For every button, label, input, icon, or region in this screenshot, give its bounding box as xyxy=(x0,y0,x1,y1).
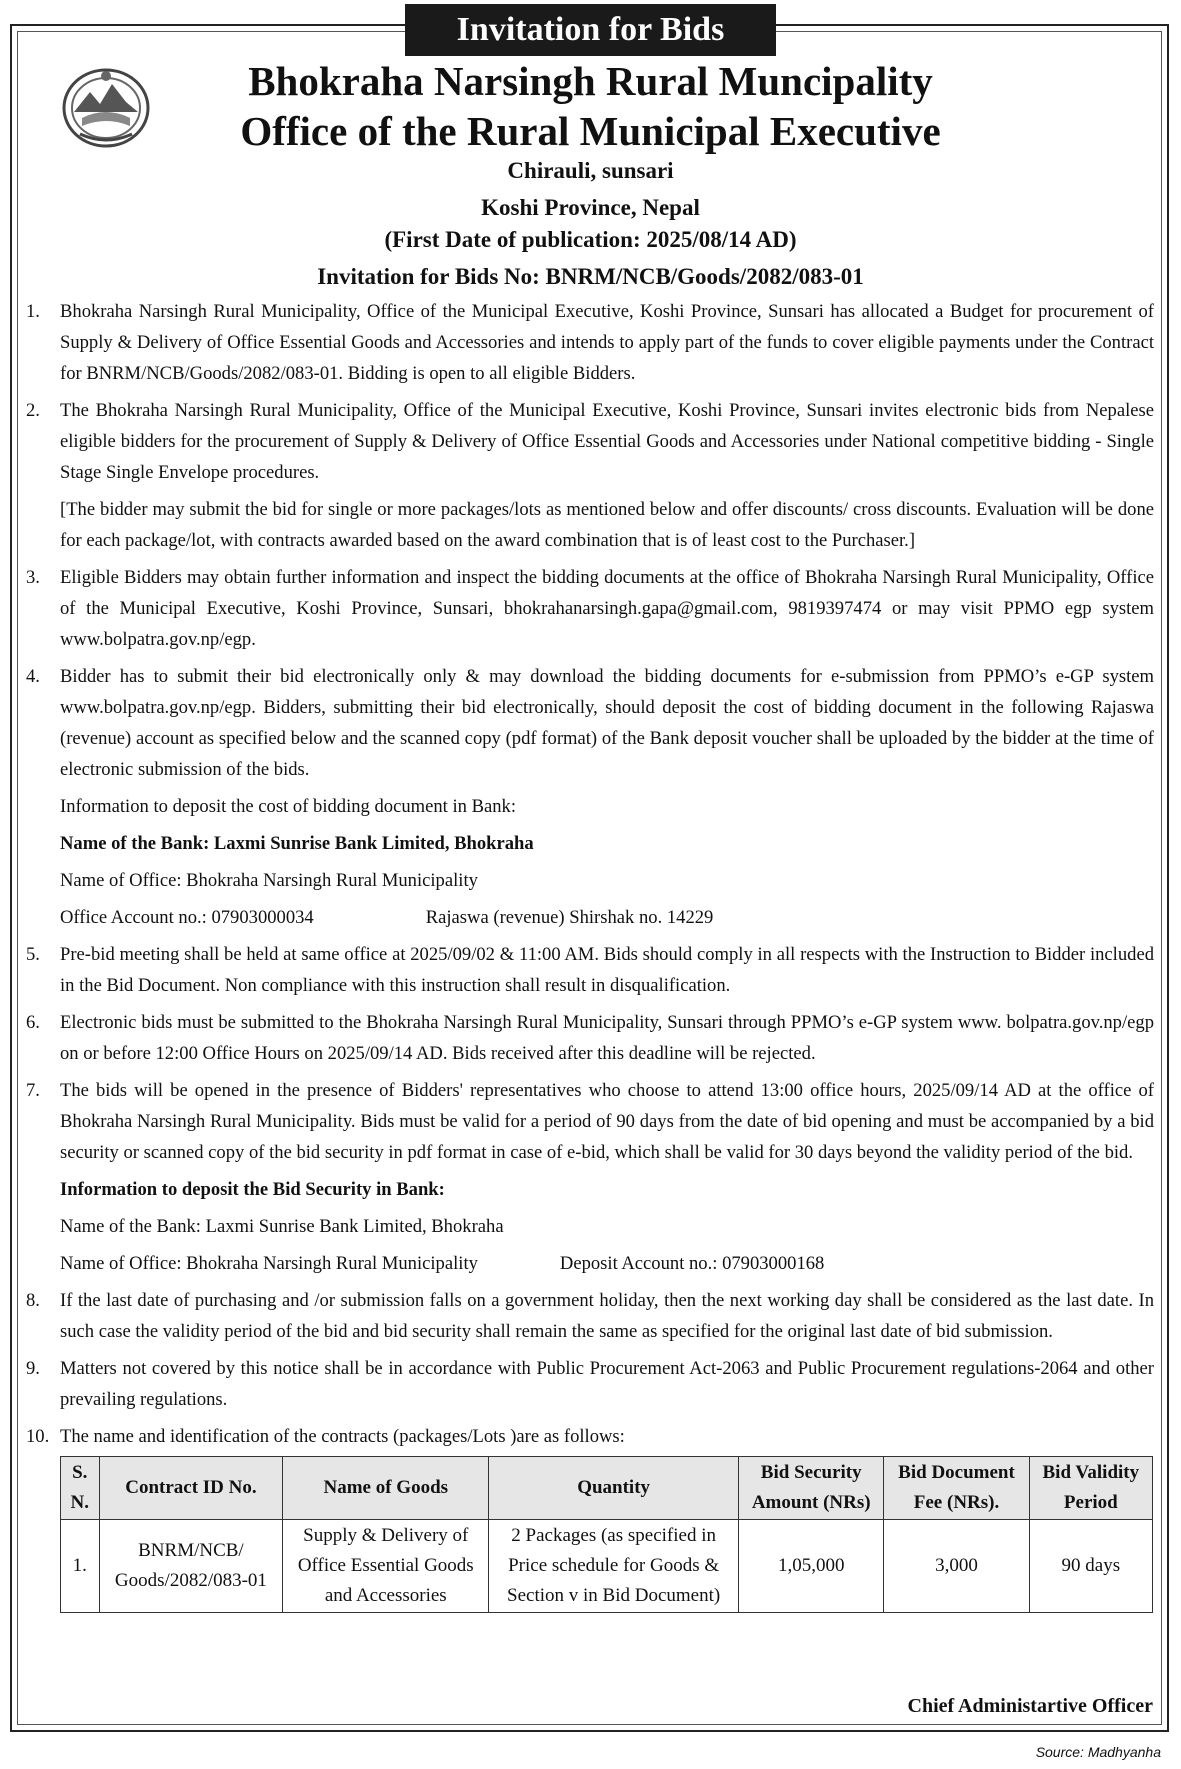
clause-text: Matters not covered by this notice shall be in accordance with Public Procurement Act-2063 and Public Procurement regulations-2064 and other prevailing regulations. xyxy=(60,1358,1154,1410)
bid-security-office: Name of Office: Bhokraha Narsingh Rural Municipality xyxy=(60,1253,478,1274)
publication-date: (First Date of publication: 2025/08/14 AD) xyxy=(384,227,797,252)
cell-goods: Supply & Delivery of Office Essential Goods and Accessories xyxy=(283,1520,489,1613)
municipality-title: Bhokraha Narsingh Rural Muncipality xyxy=(248,58,933,104)
cell-validity: 90 days xyxy=(1029,1520,1152,1613)
clause-text: The name and identification of the contracts (packages/Lots )are as follows: xyxy=(60,1426,625,1447)
header-validity: Bid Validity Period xyxy=(1029,1457,1152,1520)
clause-7 xyxy=(26,1075,1154,1168)
header-quantity: Quantity xyxy=(489,1457,739,1520)
clause-8 xyxy=(26,1285,1154,1347)
clause-3 xyxy=(26,562,1154,655)
deposit-info-heading: Information to deposit the cost of bidding document in Bank: xyxy=(60,796,516,817)
clause-9 xyxy=(26,1353,1154,1415)
clause-number: 3. xyxy=(26,567,40,588)
cell-bid-security: 1,05,000 xyxy=(739,1520,884,1613)
cell-quantity: 2 Packages (as specified in Price schedule for Goods & Section v in Bid Document) xyxy=(489,1520,739,1613)
clause-number: 10. xyxy=(26,1426,50,1447)
header-bid-security: Bid Security Amount (NRs) xyxy=(739,1457,884,1520)
clause-number: 4. xyxy=(26,666,40,687)
banner-title: Invitation for Bids xyxy=(405,4,776,56)
clause-text: Eligible Bidders may obtain further information and inspect the bidding documents at the office of Bhokraha Narsingh Rural Municipality, Office of the Municipal Executive, Koshi Province, Sunsari, bhokrahanarsingh.gapa@gmail.com, 9819397474 or may visit PPMO egp system www.bolpatra.gov.np/egp. xyxy=(60,567,1154,650)
clause-2-note: [The bidder may submit the bid for single or more packages/lots as mentioned below and offer discounts/ cross discounts. Evaluation will be done for each package/lot, with contracts awarded based on the award combination that is of least cost to the Purchaser.] xyxy=(60,499,1154,551)
deposit-account: Deposit Account no.: 07903000168 xyxy=(559,1253,825,1274)
cell-contract-id: BNRM/NCB/ Goods/2082/083-01 xyxy=(99,1520,283,1613)
office-name: Name of Office: Bhokraha Narsingh Rural Municipality xyxy=(60,870,478,891)
clause-number: 2. xyxy=(26,400,40,421)
signatory: Chief Administartive Officer xyxy=(907,1695,1153,1717)
clause-5 xyxy=(26,939,1154,1001)
clause-6 xyxy=(26,1007,1154,1069)
office-account: Office Account no.: 07903000034 xyxy=(60,907,314,928)
clause-text: Bhokraha Narsingh Rural Municipality, Office of the Municipal Executive, Koshi Province, Sunsari has allocated a Budget for procurement of Supply & Delivery of Office Essential Goods and Accessories and intends to apply part of the funds to cover eligible payments under the Contract for BNRM/NCB/Goods/2082/083-01. Bidding is open to all eligible Bidders. xyxy=(60,301,1154,384)
clause-text: The bids will be opened in the presence of Bidders' representatives who choose to attend 13:00 office hours, 2025/09/14 AD at the office of Bhokraha Narsingh Rural Municipality. Bids must be valid for a period of 90 days from the date of bid opening and must be accompanied by a bid security or scanned copy of the bid security in pdf format in case of e-bid, which shall be valid for 30 days beyond the validity period of the bid. xyxy=(60,1080,1154,1163)
clause-1 xyxy=(26,296,1154,389)
bid-security-bank: Name of the Bank: Laxmi Sunrise Bank Limited, Bhokraha xyxy=(60,1216,504,1237)
clause-number: 5. xyxy=(26,944,40,965)
header-goods: Name of Goods xyxy=(283,1457,489,1520)
address-line-2: Koshi Province, Nepal xyxy=(481,195,700,220)
office-title: Office of the Rural Municipal Executive xyxy=(240,108,941,154)
clause-number: 7. xyxy=(26,1080,40,1101)
header-sn: S. N. xyxy=(61,1457,100,1520)
ifb-number: Invitation for Bids No: BNRM/NCB/Goods/2082/083-01 xyxy=(317,264,864,289)
clause-text: The Bhokraha Narsingh Rural Municipality, Office of the Municipal Executive, Koshi Province, Sunsari invites electronic bids from Nepalese eligible bidders for the procurement of Supply & Delivery of Office Essential Goods and Accessories under National competitive bidding - Single Stage Single Envelope procedures. xyxy=(60,400,1154,483)
clause-number: 1. xyxy=(26,301,40,322)
header-contract-id: Contract ID No. xyxy=(99,1457,283,1520)
table-row xyxy=(61,1520,1153,1613)
clause-10 xyxy=(26,1421,1154,1452)
header-doc-fee: Bid Document Fee (NRs). xyxy=(884,1457,1029,1520)
clause-2 xyxy=(26,395,1154,488)
clause-text: Bidder has to submit their bid electronically only & may download the bidding documents for e-submission from PPMO’s e-GP system www.bolpatra.gov.np/egp. Bidders, submitting their bid electronically, should deposit the cost of bidding document in the following Rajaswa (revenue) account as specified below and the scanned copy (pdf format) of the Bank deposit voucher shall be uploaded by the bidder at the time of electronic submission of the bids. xyxy=(60,666,1154,780)
rajaswa-shirshak: Rajaswa (revenue) Shirshak no. 14229 xyxy=(425,907,714,928)
source-credit: Source: Madhyanha xyxy=(1035,1744,1161,1760)
address-line-1: Chirauli, sunsari xyxy=(507,158,674,183)
table-header-row xyxy=(61,1457,1153,1520)
cell-doc-fee: 3,000 xyxy=(884,1520,1029,1613)
bid-security-heading: Information to deposit the Bid Security in Bank: xyxy=(60,1179,445,1200)
clause-4 xyxy=(26,661,1154,785)
bid-security-row xyxy=(60,1248,1154,1279)
cell-sn: 1. xyxy=(61,1520,100,1613)
account-row xyxy=(60,902,1154,933)
clause-number: 9. xyxy=(26,1358,40,1379)
clause-number: 6. xyxy=(26,1012,40,1033)
bank-name: Name of the Bank: Laxmi Sunrise Bank Limited, Bhokraha xyxy=(60,833,534,854)
clause-text: If the last date of purchasing and /or submission falls on a government holiday, then the next working day shall be considered as the last date. In such case the validity period of the bid and bid security shall remain the same as specified for the original last date of bid submission. xyxy=(60,1290,1154,1342)
clause-text: Electronic bids must be submitted to the Bhokraha Narsingh Rural Municipality, Sunsari through PPMO’s e-GP system www. bolpatra.gov.np/egp on or before 12:00 Office Hours on 2025/09/14 AD. Bids received after this deadline will be rejected. xyxy=(60,1012,1154,1064)
clause-number: 8. xyxy=(26,1290,40,1311)
contracts-table xyxy=(60,1456,1153,1613)
clause-text: Pre-bid meeting shall be held at same office at 2025/09/02 & 11:00 AM. Bids should comply in all respects with the Instruction to Bidder included in the Bid Document. Non compliance with this instruction shall result in disqualification. xyxy=(60,944,1154,996)
notice-body xyxy=(26,296,1154,1613)
